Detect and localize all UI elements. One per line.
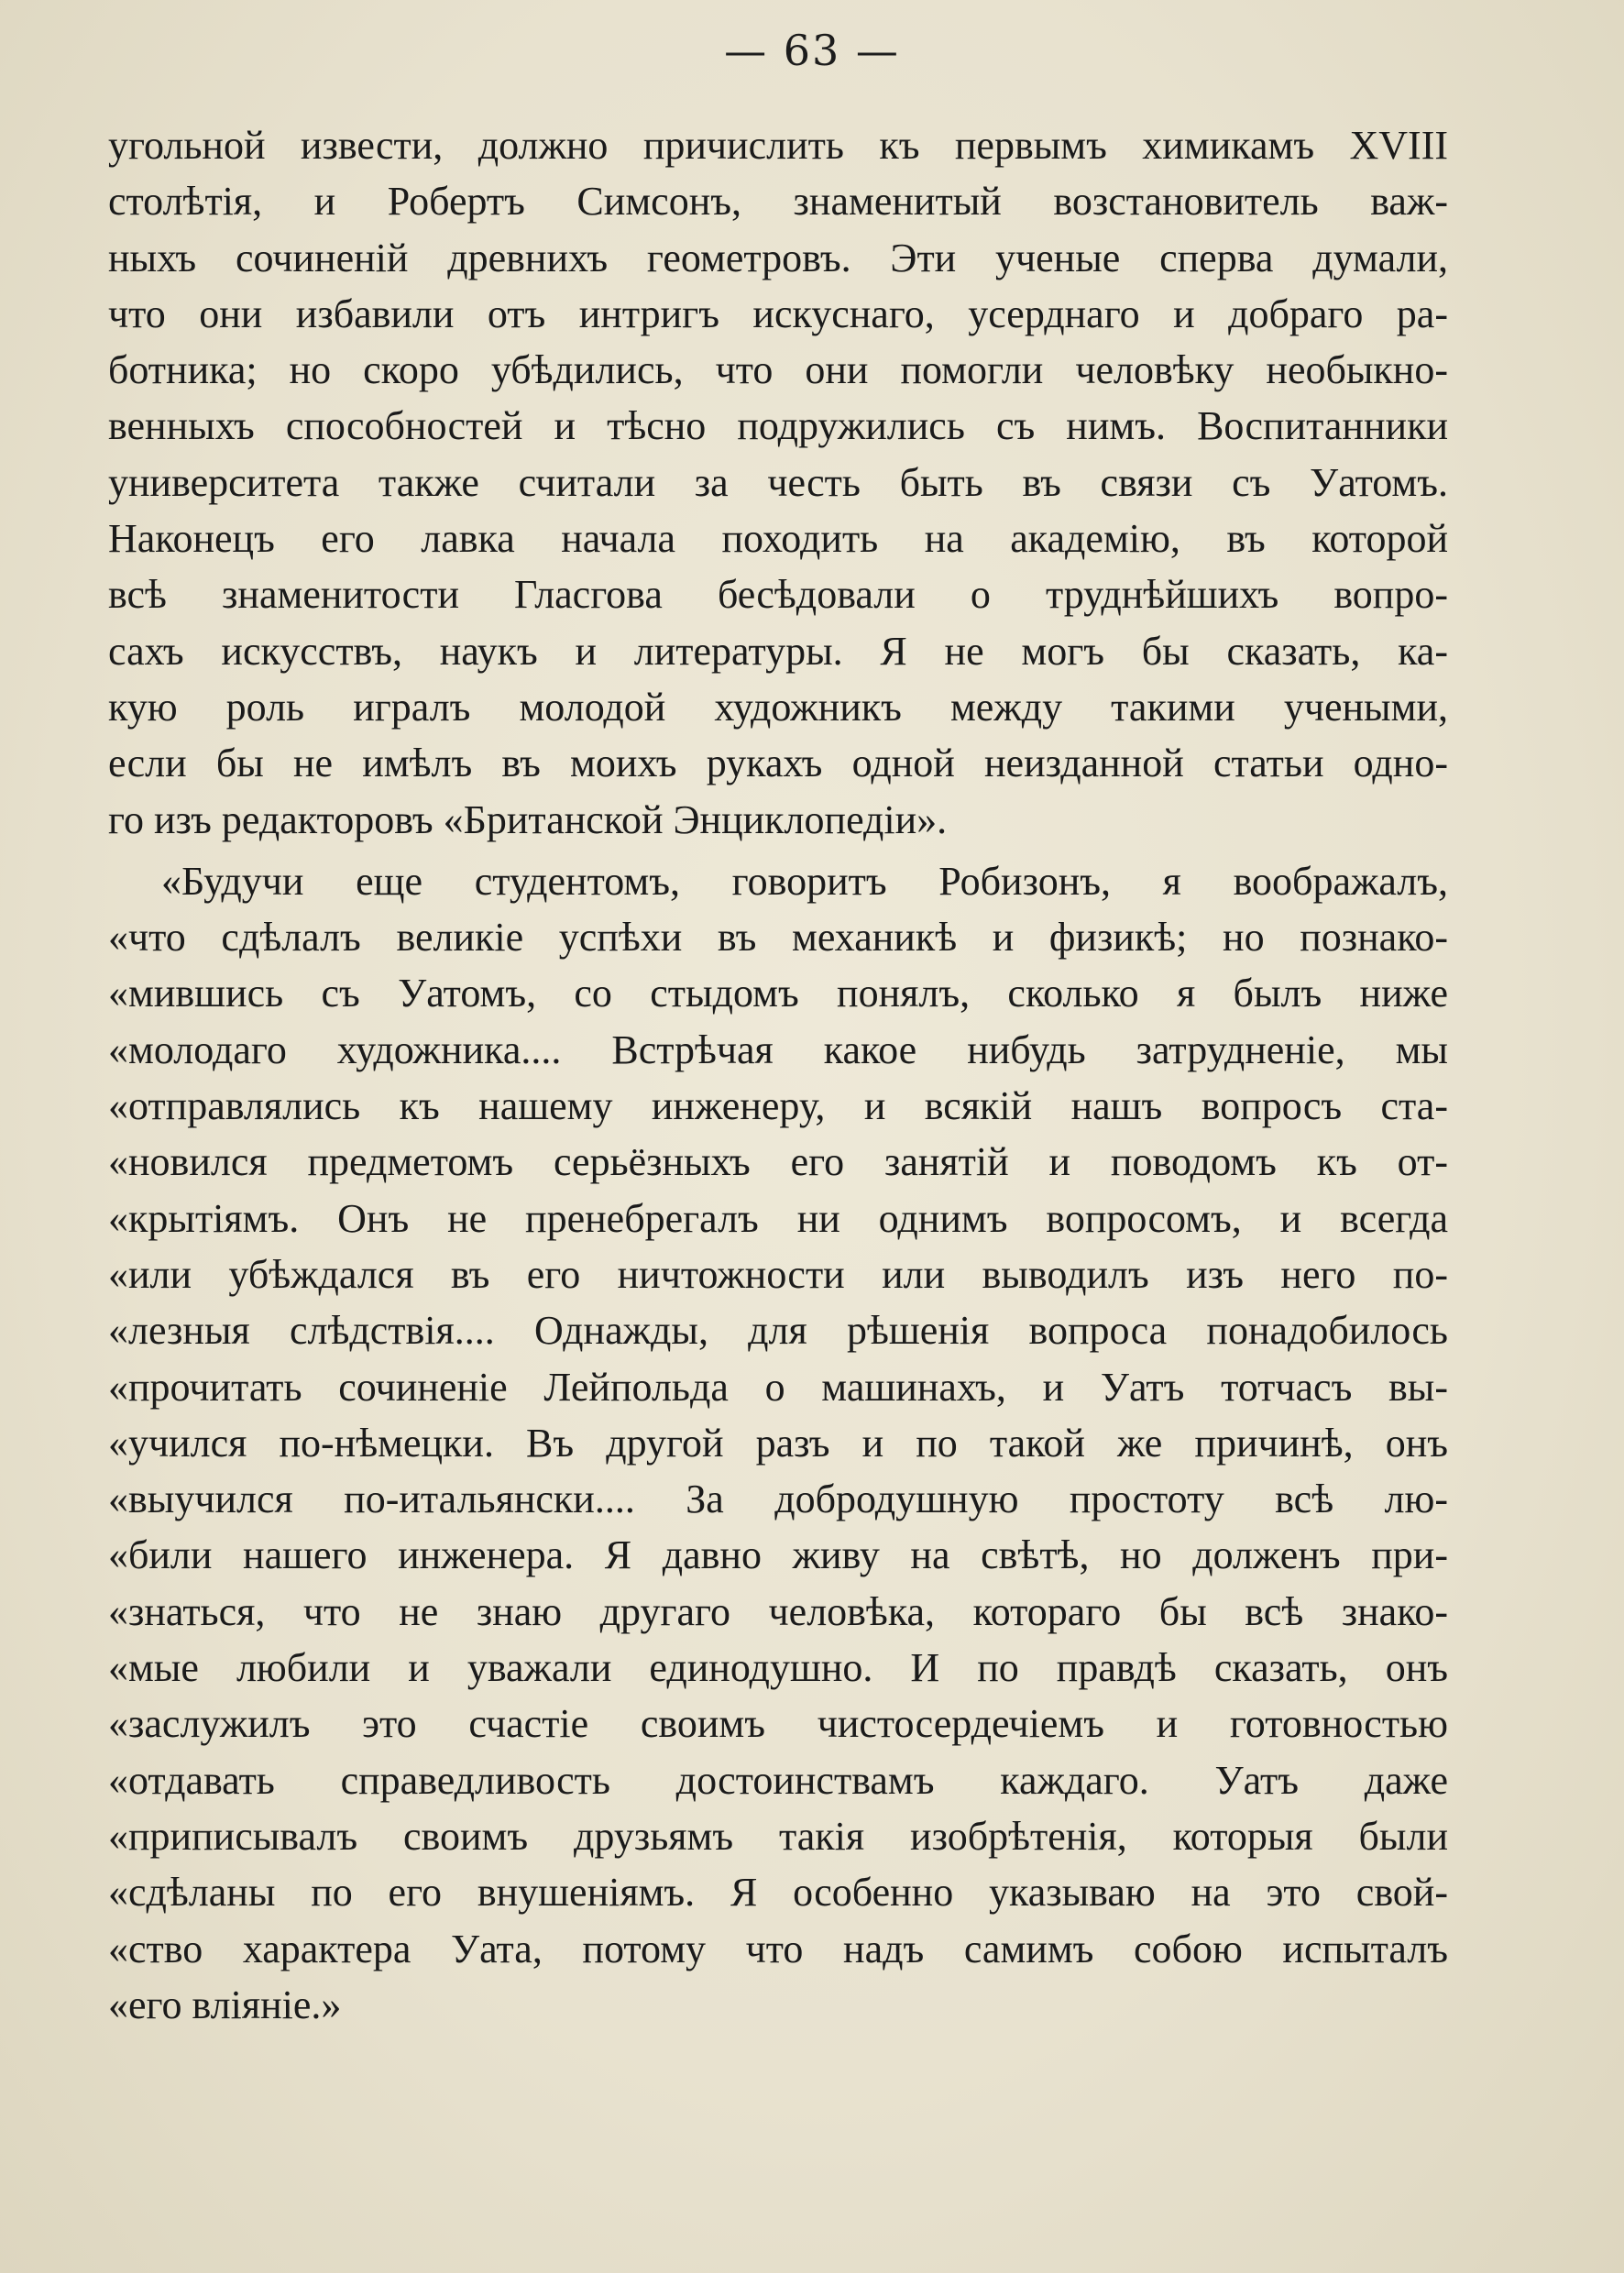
text-line: «заслужилъ это счастіе своимъ чистосердечіемъ и готовностью xyxy=(108,1701,1448,1747)
paragraph xyxy=(108,853,1448,2033)
text-line: «новился предметомъ серьёзныхъ его занятій и поводомъ къ от- xyxy=(108,1139,1448,1185)
text-line: го изъ редакторовъ «Британской Энциклопедіи». xyxy=(108,796,948,842)
text-line: «мившись съ Уатомъ, со стыдомъ понялъ, сколько я былъ ниже xyxy=(108,971,1448,1016)
text-line: университета также считали за честь быть въ связи съ Уатомъ. xyxy=(108,459,1448,505)
paragraph xyxy=(108,117,1448,848)
text-line: «крытіямъ. Онъ не пренебрегалъ ни однимъ вопросомъ, и всегда xyxy=(108,1195,1448,1241)
text-line: «отдавать справедливость достоинствамъ каждаго. Уатъ даже xyxy=(108,1757,1448,1803)
text-line: «Будучи еще студентомъ, говоритъ Робизонъ, я воображалъ, xyxy=(161,858,1448,904)
page-number: — 63 — xyxy=(724,26,900,75)
text-line: «его вліяніе.» xyxy=(108,1982,342,2027)
text-line: кую роль игралъ молодой художникъ между такими учеными, xyxy=(108,684,1448,730)
text-line: «приписывалъ своимъ друзьямъ такія изобрѣтенія, которыя были xyxy=(108,1813,1448,1859)
text-line: столѣтія, и Робертъ Симсонъ, знаменитый возстановитель важ- xyxy=(108,179,1448,225)
text-line: «молодаго художника.... Встрѣчая какое нибудь затрудненіе, мы xyxy=(108,1027,1448,1072)
body-text xyxy=(108,117,1448,2033)
text-line: «ство характера Уата, потому что надъ самимъ собою испыталъ xyxy=(108,1926,1448,1971)
text-line: «учился по-нѣмецки. Въ другой разъ и по такой же причинѣ, онъ xyxy=(108,1420,1448,1466)
text-line: «прочитать сочиненіе Лейпольда о машинахъ, и Уатъ тотчасъ вы- xyxy=(108,1364,1448,1410)
text-line: венныхъ способностей и тѣсно подружились съ нимъ. Воспитанники xyxy=(108,403,1448,449)
text-line: Наконецъ его лавка начала походить на академію, въ которой xyxy=(108,516,1448,562)
text-line: угольной извести, должно причислить къ первымъ химикамъ XVIII xyxy=(108,123,1448,168)
text-line: сахъ искусствъ, наукъ и литературы. Я не могъ бы сказать, ка- xyxy=(108,628,1448,674)
text-line: «знаться, что не знаю другаго человѣка, котораго бы всѣ знако- xyxy=(108,1588,1448,1634)
text-line: если бы не имѣлъ въ моихъ рукахъ одной неизданной статьи одно- xyxy=(108,741,1448,786)
text-line: ныхъ сочиненій древнихъ геометровъ. Эти ученые сперва думали, xyxy=(108,235,1448,280)
text-line: «сдѣланы по его внушеніямъ. Я особенно указываю на это свой- xyxy=(108,1870,1448,1916)
text-line: ботника; но скоро убѣдились, что они помогли человѣку необыкно- xyxy=(108,347,1448,393)
text-line: всѣ знаменитости Гласгова бесѣдовали о труднѣйшихъ вопро- xyxy=(108,572,1448,618)
text-line: «что сдѣлалъ великіе успѣхи въ механикѣ и физикѣ; но познако- xyxy=(108,915,1448,961)
text-line: «отправлялись къ нашему инженеру, и всякій нашъ вопросъ ста- xyxy=(108,1083,1448,1129)
text-line: что они избавили отъ интригъ искуснаго, усерднаго и добраго ра- xyxy=(108,291,1448,336)
text-line: «выучился по-итальянски.... За добродушную простоту всѣ лю- xyxy=(108,1477,1448,1522)
text-line: «лезныя слѣдствія.... Однажды, для рѣшенія вопроса понадобилось xyxy=(108,1308,1448,1354)
text-line: «мые любили и уважали единодушно. И по правдѣ сказать, онъ xyxy=(108,1645,1448,1691)
text-line: «или убѣждался въ его ничтожности или выводилъ изъ него по- xyxy=(108,1251,1448,1297)
text-line: «били нашего инженера. Я давно живу на свѣтѣ, но долженъ при- xyxy=(108,1532,1448,1578)
